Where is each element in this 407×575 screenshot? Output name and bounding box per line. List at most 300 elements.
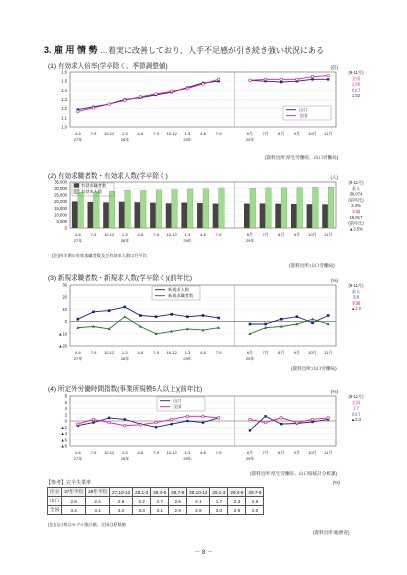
chart1-ytick: 1.0 xyxy=(61,124,67,130)
chart1-ytick: 1.2 xyxy=(61,106,67,112)
chart4-unit: (%) xyxy=(331,389,338,394)
chart1-xtick: 7月 xyxy=(262,131,269,136)
chart2-bar-job-offers xyxy=(266,188,272,228)
chart4-side-label: 1.7 xyxy=(353,405,359,411)
chart2-xtick: 8月 xyxy=(278,232,285,237)
chart1-legend-label: 山口 xyxy=(299,107,308,112)
chart1-point xyxy=(217,78,220,81)
chart1-point xyxy=(280,78,283,81)
chart4-point xyxy=(280,417,283,420)
chart3-point xyxy=(296,315,299,318)
chart1-xtick: 1-3 xyxy=(184,131,191,136)
chart3-xtick: 10-12 xyxy=(104,350,115,355)
unemployment-cell: 2.9 xyxy=(187,506,210,515)
chart1-point xyxy=(92,106,95,109)
source-1: (資料出所:厚生労働省、山口労働局) xyxy=(265,155,339,160)
chart2-bar-job-seekers xyxy=(103,202,109,228)
chart4-xtick: 10月 xyxy=(308,450,317,455)
unemployment-title: 【参考】完全失業率 xyxy=(46,480,92,486)
chart3-ytick: 10 xyxy=(62,306,67,312)
chart1-point xyxy=(155,93,158,96)
chart4-xtick: 7-9 xyxy=(90,450,97,455)
unemployment-header-cell: 29.4-6 xyxy=(228,488,246,497)
chart2-bar-job-seekers xyxy=(72,201,78,228)
unemployment-cell: 2.9 xyxy=(169,506,187,515)
chart1-point xyxy=(108,103,111,106)
chart4-year-label: 28年 xyxy=(120,456,130,461)
chart4-point xyxy=(264,415,266,417)
chart4-point xyxy=(108,417,110,419)
chart3-point xyxy=(123,306,126,309)
chart2-ytick: 30,000 xyxy=(54,186,67,192)
chart4-point xyxy=(217,417,220,420)
chart3-point xyxy=(280,318,283,321)
chart1-year-label: 29年 xyxy=(183,137,192,142)
chart1-point xyxy=(77,110,80,113)
chart1-title: (1) 有効求人倍率(学卒除く、季節調整値) xyxy=(48,63,168,70)
chart4-ytick: ▲8 xyxy=(60,443,67,449)
chart4-point xyxy=(311,421,313,423)
unemployment-cell: 3.4 xyxy=(62,506,86,515)
chart2-xtick: 1-3 xyxy=(184,232,191,237)
chart2-side-label: ▲3.5% xyxy=(349,226,363,232)
chart3-legend-label: 新規求職者数 xyxy=(168,293,194,298)
chart2-side-label: (前年比) xyxy=(348,197,364,203)
chart4-xtick: 4-6 xyxy=(74,450,81,455)
chart4-year-label: 29年 xyxy=(245,456,255,461)
chart4-xtick: 10-12 xyxy=(166,450,177,455)
chart1-ytick: 1.5 xyxy=(61,78,67,84)
unemployment-row xyxy=(48,506,264,515)
chart1-xtick: 1-3 xyxy=(121,131,128,136)
section-heading-sub: …着実に改善しており、人手不足感が引き続き強い状況にある xyxy=(100,46,325,55)
unemployment-header-cell: 28.10-12 xyxy=(187,488,210,497)
chart3-xtick: 8月 xyxy=(278,350,285,355)
chart4-point xyxy=(92,418,95,421)
chart2-bar-job-offers xyxy=(125,190,131,228)
chart3-point xyxy=(123,315,126,318)
chart2-xtick: 10-12 xyxy=(104,232,115,237)
chart1-xtick: 10月 xyxy=(308,131,317,136)
chart4-ytick: 0 xyxy=(64,418,67,424)
chart1-point xyxy=(249,79,252,82)
chart3-xtick: 4-6 xyxy=(200,350,206,355)
chart1-xtick: 11月 xyxy=(324,131,333,136)
unemployment-header-cell: 28.7-9 xyxy=(169,488,187,497)
chart2-ytick: 5,000 xyxy=(56,218,67,224)
source-4: (資料出所:厚生労働省、山口県統計分析課) xyxy=(250,471,338,476)
unemployment-cell: 3.3 xyxy=(133,506,151,515)
chart4-xtick: 11月 xyxy=(324,450,333,455)
chart2-year-label: 27年 xyxy=(73,238,83,243)
chart4-xtick: 4-6 xyxy=(200,450,206,455)
chart4-xtick: 8月 xyxy=(278,450,285,455)
chart1-year-label: 29年 xyxy=(245,137,255,142)
unemployment-cell: 2.3 xyxy=(228,497,246,506)
unemployment-cell: 2.1 xyxy=(187,497,210,506)
chart2-bar-job-offers xyxy=(203,189,209,228)
chart4-point xyxy=(249,418,252,421)
chart3-year-label: 28年 xyxy=(120,356,130,361)
chart4-legend-label: 山口 xyxy=(173,398,182,403)
chart1-point xyxy=(327,78,329,80)
chart2-legend-swatch xyxy=(74,184,79,188)
chart2-ytick: 35,000 xyxy=(54,179,67,185)
unemployment-header-cell: 29.7-9 xyxy=(246,488,264,497)
chart2-ytick: 15,000 xyxy=(54,205,67,211)
chart4-point xyxy=(155,426,157,428)
chart3-year-label: 29年 xyxy=(183,356,192,361)
chart2-bar-job-offers xyxy=(78,192,84,228)
chart3-point xyxy=(77,318,80,321)
chart2-bar-job-seekers xyxy=(322,204,328,228)
unemployment-header-cell: 28年平均 xyxy=(86,488,110,497)
chart1-side-label: 1.52 xyxy=(351,93,361,99)
chart4-year-label: 27年 xyxy=(73,456,83,461)
chart4-point xyxy=(186,420,188,422)
chart2-year-label: 28年 xyxy=(120,238,130,243)
chart2-note: (注)四半期の有効求職者数及び有効求人数は月平均 xyxy=(52,253,147,258)
chart1-xtick: 4-6 xyxy=(137,131,144,136)
unemployment-header-cell: 28.4-6 xyxy=(151,488,169,497)
chart2-xtick: 6月 xyxy=(246,232,254,237)
chart2-xtick: 7-9 xyxy=(90,232,97,237)
chart2-bar-job-offers xyxy=(328,187,334,228)
chart2-xtick: 1-3 xyxy=(121,232,128,237)
unemployment-cell: 3.1 xyxy=(151,506,169,515)
chart2-ytick: 20,000 xyxy=(54,199,67,205)
chart3-xtick: 7-9 xyxy=(215,350,222,355)
chart2-bar-job-seekers xyxy=(88,202,94,228)
chart3-year-label: 27年 xyxy=(73,356,83,361)
chart2-xtick: 7月 xyxy=(262,232,269,237)
chart3-point xyxy=(264,323,267,326)
chart4-point xyxy=(123,424,126,427)
chart2-bar-job-offers xyxy=(313,187,319,228)
chart3-xtick: 7-9 xyxy=(153,350,159,355)
chart4-xtick: 6月 xyxy=(246,450,254,455)
chart1-side-label: 全国 xyxy=(351,75,361,81)
chart3-year-label: 29年 xyxy=(245,356,255,361)
unemployment-cell: 2.8 xyxy=(62,497,86,506)
chart2-xtick: 4-6 xyxy=(74,232,81,237)
chart1-side-label: 1.56 xyxy=(351,81,361,87)
chart1-point xyxy=(186,87,189,90)
chart2-unit: (人) xyxy=(330,175,338,180)
chart4-point xyxy=(155,421,158,424)
chart3-point xyxy=(249,323,252,326)
chart4-ytick: ▲4 xyxy=(60,431,67,436)
chart4-point xyxy=(296,421,299,424)
chart1-series-line-1 xyxy=(78,79,219,111)
chart3-series-line-0 xyxy=(78,307,219,319)
unemployment-cell: 2.6 xyxy=(246,506,264,515)
chart2-bar-job-seekers xyxy=(213,204,219,228)
chart3-side-label: 求職 xyxy=(351,300,361,306)
chart1-point xyxy=(123,99,126,102)
page-number: － 8 － xyxy=(194,550,213,556)
chart2-side-label: 3.3% xyxy=(351,203,361,209)
chart2-xtick: 4-6 xyxy=(200,232,206,237)
unemployment-note: (注)山口県はモデル推計値。全国は原数値 xyxy=(48,522,126,527)
chart2-xtick: 9月 xyxy=(293,232,300,237)
chart1-xtick: 7-9 xyxy=(90,131,97,136)
chart3-point xyxy=(186,315,189,318)
chart3-ytick: ▲20 xyxy=(58,343,67,349)
chart2-side-label: (9-11月) xyxy=(348,180,364,185)
chart4-point xyxy=(327,417,330,420)
chart3-series-line-0 xyxy=(250,316,328,325)
chart2-bar-job-seekers xyxy=(291,204,297,228)
chart4-point xyxy=(280,423,282,425)
chart3-xtick: 4-6 xyxy=(137,350,144,355)
chart2-ytick: 25,000 xyxy=(54,192,67,198)
chart1-xtick: 9月 xyxy=(293,131,300,136)
chart1-point xyxy=(311,75,314,78)
chart3-side-label: 3.8 xyxy=(353,294,359,300)
chart3-xtick: 4-6 xyxy=(74,350,81,355)
chart1-point xyxy=(264,78,267,81)
source-2: (資料出所:山口労働局) xyxy=(289,263,335,268)
chart2-ytick: 0 xyxy=(64,225,67,231)
chart1-xtick: 6月 xyxy=(246,131,254,136)
chart4-ytick: 6 xyxy=(64,399,67,405)
chart3-point xyxy=(139,314,142,317)
chart2-bar-job-seekers xyxy=(197,203,203,228)
chart3-xtick: 1-3 xyxy=(121,350,128,355)
unemployment-cell: 3.0 xyxy=(210,506,228,515)
chart3-series-line-1 xyxy=(78,317,219,334)
chart1-legend-label: 全国 xyxy=(299,113,308,118)
chart4-point xyxy=(139,423,142,426)
chart1-xtick: 7-9 xyxy=(215,131,222,136)
chart1-point xyxy=(280,81,282,83)
chart4-side-label: (9-11月) xyxy=(348,394,364,399)
chart4-xtick: 9月 xyxy=(293,450,300,455)
chart2-xtick: 11月 xyxy=(324,232,333,237)
chart4-ytick: ▲6 xyxy=(60,437,67,443)
chart2-legend-label: 有効求人数 xyxy=(81,189,102,194)
chart2-bar-job-offers xyxy=(281,188,287,228)
chart2-bar-job-seekers xyxy=(166,203,172,228)
chart1-side-label: 山口 xyxy=(351,87,361,93)
chart1-xtick: 10-12 xyxy=(166,131,177,136)
chart2-year-label: 29年 xyxy=(183,238,192,243)
chart2-ytick: 10,000 xyxy=(54,212,67,218)
chart1-point xyxy=(327,74,330,77)
chart3-xtick: 10月 xyxy=(308,350,317,355)
section-heading-main: 3. 雇 用 情 勢 xyxy=(44,45,98,55)
chart4-point xyxy=(77,423,80,426)
chart4-ytick: ▲2 xyxy=(60,424,67,430)
chart1-point xyxy=(202,83,205,86)
chart3-side-label: ▲2.9 xyxy=(351,306,361,312)
chart4-point xyxy=(186,415,189,418)
chart3-ytick: ▲10 xyxy=(58,331,67,337)
chart2-xtick: 10月 xyxy=(308,232,317,237)
chart2-legend-label: 有効求職者数 xyxy=(81,183,107,188)
chart4-point xyxy=(311,418,314,421)
chart2-xtick: 10-12 xyxy=(166,232,177,237)
chart2-xtick: 4-6 xyxy=(137,232,144,237)
unemployment-cell: 山口 xyxy=(48,497,62,506)
unemployment-row xyxy=(48,497,264,506)
chart2-xtick: 7-9 xyxy=(215,232,222,237)
chart1-xtick: 4-6 xyxy=(200,131,206,136)
chart3-point xyxy=(327,314,330,317)
chart3-side-label: (9-11月) xyxy=(348,283,364,288)
chart3-point xyxy=(311,318,314,321)
chart3-ytick: 30 xyxy=(62,282,67,288)
chart4-year-label: 29年 xyxy=(183,456,192,461)
chart1-ytick: 1.3 xyxy=(61,97,67,102)
unemployment-cell: 2.6 xyxy=(169,497,187,506)
chart2-bar-job-seekers xyxy=(260,203,266,228)
chart4-point xyxy=(264,421,267,424)
chart3-point xyxy=(217,317,220,320)
chart2-bar-job-offers xyxy=(93,192,99,228)
chart2-bar-job-seekers xyxy=(244,204,250,228)
unemployment-cell: 2.8 xyxy=(246,497,264,506)
chart1-point xyxy=(296,78,299,81)
chart1-ytick: 1.1 xyxy=(61,115,67,121)
unemployment-header-cell: 28.1-3 xyxy=(133,488,151,497)
chart2-bar-job-offers xyxy=(250,188,256,228)
chart2-bar-job-offers xyxy=(109,191,115,228)
chart3-xtick: 9月 xyxy=(293,350,300,355)
unemployment-unit: (%) xyxy=(333,480,340,485)
unemployment-cell: 2.7 xyxy=(151,497,169,506)
chart1-point xyxy=(139,95,142,98)
chart4-series-line-0 xyxy=(250,416,328,430)
chart2-side-label: 求職 xyxy=(351,209,361,214)
chart4-point xyxy=(202,415,205,418)
chart1-xtick: 4-6 xyxy=(74,131,81,136)
chart3-point xyxy=(155,315,158,318)
chart4-point xyxy=(124,418,126,420)
chart3-point xyxy=(108,309,111,312)
chart4-ytick: 8 xyxy=(64,393,67,399)
chart2-xtick: 7-9 xyxy=(153,232,159,237)
chart2-title: (2) 有効求職者数・有効求人数(学卒除く) xyxy=(48,173,168,180)
chart4-point xyxy=(171,423,173,425)
chart2-side-label: 30,074 xyxy=(349,191,363,197)
chart4-side-label: 山口 xyxy=(351,411,361,417)
unemployment-header-cell: 区分 xyxy=(48,488,62,497)
unemployment-cell: 3.2 xyxy=(110,506,133,515)
unemployment-cell: 2.8 xyxy=(110,497,133,506)
chart1-ytick: 1.6 xyxy=(61,69,67,75)
chart2-bar-job-seekers xyxy=(134,202,140,228)
unemployment-cell: 2.2 xyxy=(133,497,151,506)
unemployment-header-cell: 29.1-3 xyxy=(210,488,228,497)
chart2-bar-job-offers xyxy=(219,188,225,228)
chart3-point xyxy=(202,314,205,317)
chart2-bar-job-offers xyxy=(297,188,303,228)
chart3-xtick: 7月 xyxy=(262,350,269,355)
chart4-point xyxy=(249,429,251,431)
chart3-legend-label: 新規求人数 xyxy=(168,287,189,292)
chart2-side-label: 16,917 xyxy=(349,214,363,220)
chart2-bar-job-offers xyxy=(187,189,193,228)
chart2-bar-job-seekers xyxy=(181,203,187,228)
chart4-xtick: 10-12 xyxy=(104,450,115,455)
chart2-bar-job-offers xyxy=(172,189,178,228)
chart3-side-label: 求人 xyxy=(351,288,361,294)
chart1-unit: (倍) xyxy=(330,65,338,70)
unemployment-cell: 2.9 xyxy=(228,506,246,515)
chart4-title: (4) 所定外労働時間指数(事業所規模5人以上)(前年比) xyxy=(48,386,203,393)
chart3-ytick: 20 xyxy=(62,294,67,300)
chart3-unit: (%) xyxy=(331,278,338,283)
chart3-title: (3) 新規求職者数・新規求人数(学卒除く)(前年比) xyxy=(48,275,192,282)
chart4-side-label: 全国 xyxy=(351,399,361,405)
chart4-point xyxy=(202,421,204,423)
chart2-bar-job-seekers xyxy=(307,204,313,228)
unemployment-table xyxy=(47,487,264,515)
unemployment-header-cell: 27年平均 xyxy=(62,488,86,497)
chart3-ytick: 0 xyxy=(64,319,67,325)
chart2-bar-job-seekers xyxy=(275,204,281,228)
chart2-side-label: (前年比) xyxy=(348,220,364,226)
unemployment-cell: 3.1 xyxy=(86,506,110,515)
chart2-legend-swatch xyxy=(74,190,79,194)
chart1-point xyxy=(311,78,313,80)
chart4-xtick: 7-9 xyxy=(153,450,159,455)
chart3-point xyxy=(311,322,314,325)
chart1-xtick: 10-12 xyxy=(104,131,115,136)
chart1-year-label: 28年 xyxy=(120,137,130,142)
chart3-point xyxy=(170,313,173,316)
chart3-xtick: 10-12 xyxy=(166,350,177,355)
chart2-bar-job-seekers xyxy=(119,202,125,228)
chart1-xtick: 7-9 xyxy=(153,131,159,136)
chart4-xtick: 7月 xyxy=(262,450,269,455)
chart4-series-line-0 xyxy=(78,418,219,427)
chart4-xtick: 4-6 xyxy=(137,450,144,455)
chart4-ytick: 4 xyxy=(64,406,67,411)
chart3-point xyxy=(92,311,95,314)
chart4-legend-label: 全国 xyxy=(173,404,182,409)
chart2-year-label: 29年 xyxy=(245,238,255,243)
unemployment-header-row xyxy=(48,488,264,497)
unemployment-cell: 全国 xyxy=(48,506,62,515)
chart4-xtick: 1-3 xyxy=(184,450,191,455)
chart3-xtick: 11月 xyxy=(324,350,333,355)
chart2-side-label: 求人 xyxy=(351,185,361,191)
chart4-point xyxy=(92,421,94,423)
source-5: (資料出所:総務省) xyxy=(313,530,350,535)
chart4-xtick: 1-3 xyxy=(121,450,128,455)
chart3-xtick: 7-9 xyxy=(90,350,97,355)
source-3: (資料出所:山口労働局) xyxy=(291,366,337,371)
chart2-bar-job-offers xyxy=(140,190,146,228)
chart3-xtick: 1-3 xyxy=(184,350,191,355)
chart4-ytick: 2 xyxy=(64,412,67,418)
chart4-side-label: ▲2.3 xyxy=(351,417,361,423)
chart2-bar-job-offers xyxy=(156,190,162,228)
unemployment-header-cell: 27.10-12 xyxy=(110,488,133,497)
chart4-xtick: 7-9 xyxy=(215,450,222,455)
chart1-xtick: 8月 xyxy=(278,131,285,136)
chart1-year-label: 27年 xyxy=(73,137,83,142)
chart4-point xyxy=(170,418,173,421)
chart1-side-label: (9-11月) xyxy=(348,70,364,75)
unemployment-cell: 1.7 xyxy=(210,497,228,506)
chart1-point xyxy=(170,90,173,93)
chart3-xtick: 6月 xyxy=(246,350,254,355)
chart1-ytick: 1.4 xyxy=(61,87,67,93)
